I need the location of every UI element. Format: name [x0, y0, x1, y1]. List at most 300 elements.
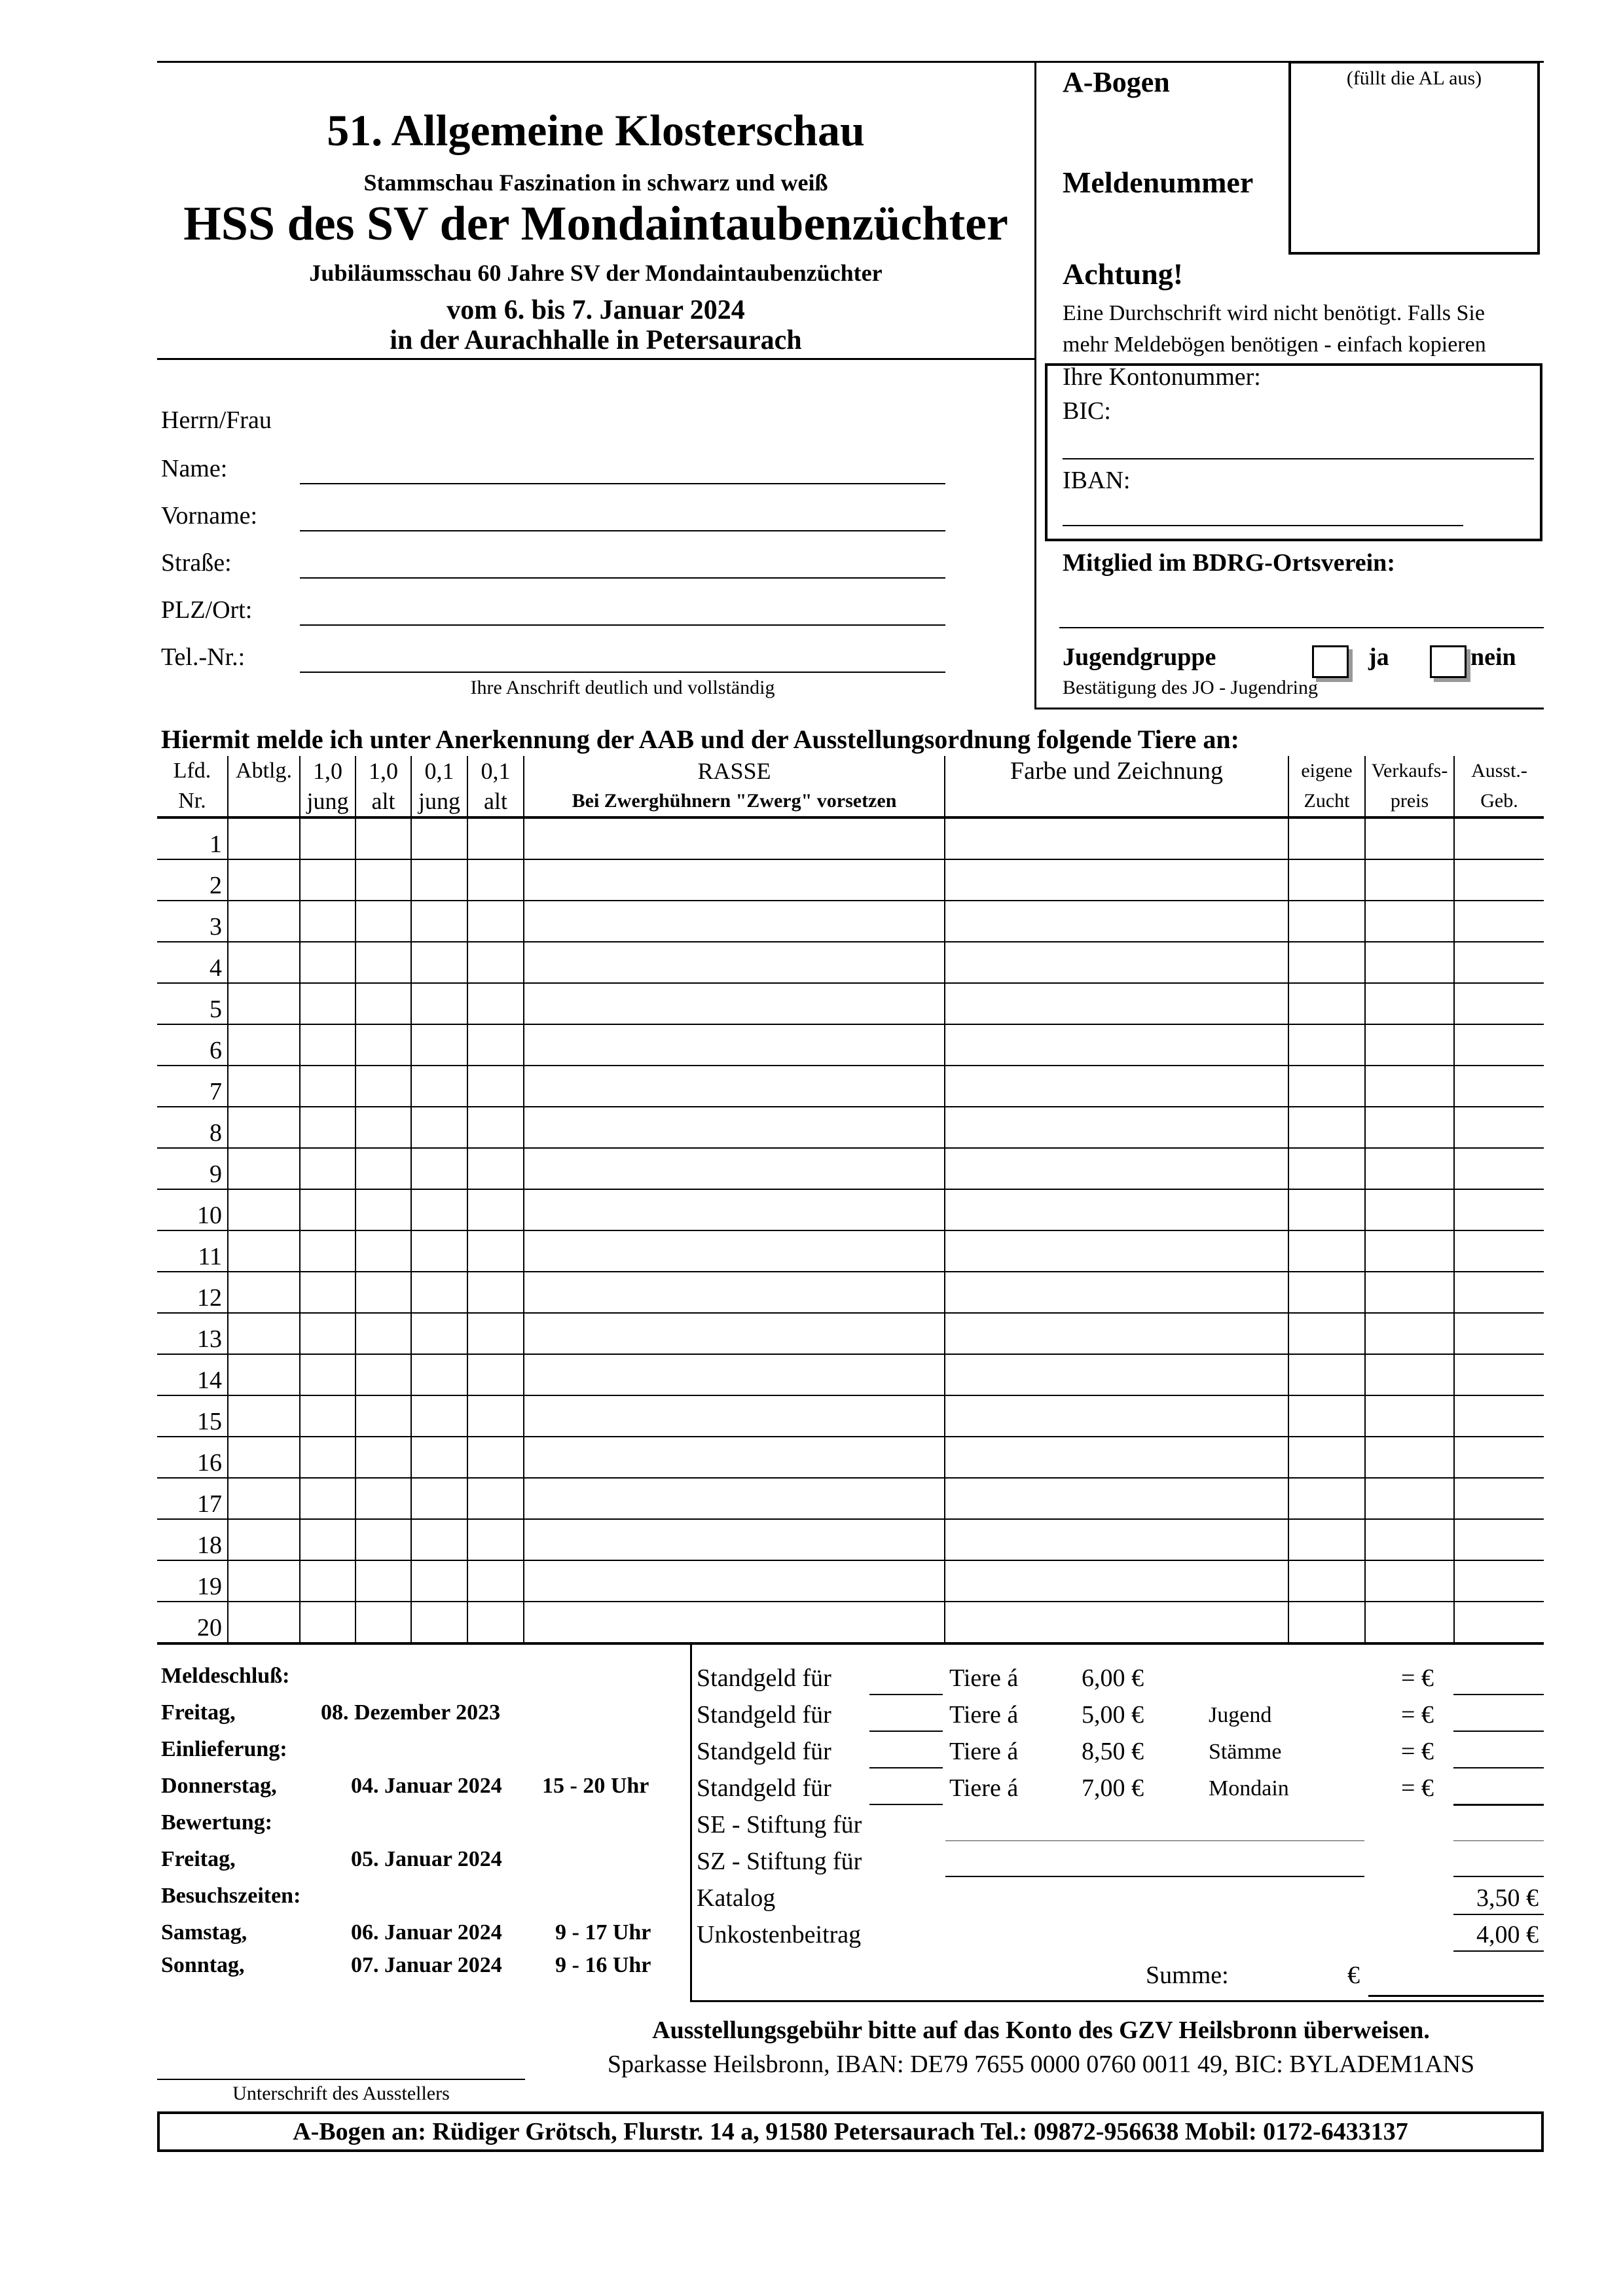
table-cell[interactable]: [1365, 901, 1454, 942]
column-header: [467, 756, 524, 817]
table-cell[interactable]: [356, 1519, 411, 1560]
name-field[interactable]: [300, 483, 945, 484]
table-cell[interactable]: [300, 1024, 356, 1066]
table-cell[interactable]: [356, 1230, 411, 1272]
table-cell[interactable]: [356, 859, 411, 901]
table-cell[interactable]: [411, 1437, 467, 1478]
table-cell[interactable]: [356, 1602, 411, 1643]
table-cell[interactable]: [228, 983, 300, 1024]
table-cell[interactable]: [1288, 1478, 1365, 1519]
sz-stiftung-label: SZ - Stiftung für: [697, 1848, 862, 1875]
se-stiftung-amount[interactable]: [1453, 1840, 1544, 1841]
table-cell[interactable]: [467, 1313, 524, 1354]
table-cell[interactable]: [411, 1189, 467, 1230]
table-cell[interactable]: [411, 859, 467, 901]
table-cell[interactable]: [524, 1066, 945, 1107]
table-cell[interactable]: [945, 1066, 1288, 1107]
table-cell[interactable]: [524, 1602, 945, 1643]
table-cell[interactable]: [1288, 1272, 1365, 1313]
account-label: Ihre Kontonummer:: [1063, 363, 1261, 391]
table-cell[interactable]: [411, 1478, 467, 1519]
table-cell[interactable]: [1288, 1395, 1365, 1437]
table-row: [157, 1354, 1544, 1395]
table-cell[interactable]: [945, 1519, 1288, 1560]
table-cell[interactable]: [411, 1519, 467, 1560]
table-cell[interactable]: [524, 1024, 945, 1066]
table-cell[interactable]: [300, 1395, 356, 1437]
table-cell[interactable]: [356, 901, 411, 942]
table-cell[interactable]: [945, 1437, 1288, 1478]
table-cell[interactable]: [467, 983, 524, 1024]
table-cell[interactable]: [356, 1066, 411, 1107]
se-stiftung-field[interactable]: [945, 1840, 1364, 1841]
table-cell[interactable]: [228, 817, 300, 859]
row-number: 9: [157, 1148, 228, 1189]
table-cell[interactable]: [1454, 1230, 1544, 1272]
summe-field[interactable]: [1368, 1995, 1544, 1997]
table-cell[interactable]: [945, 1602, 1288, 1643]
table-cell[interactable]: [356, 1272, 411, 1313]
table-cell[interactable]: [1454, 942, 1544, 983]
quantity-field[interactable]: [869, 1731, 943, 1732]
table-cell[interactable]: [228, 1024, 300, 1066]
table-row: [157, 817, 1544, 859]
table-cell[interactable]: [1454, 1602, 1544, 1643]
table-cell[interactable]: [1454, 1519, 1544, 1560]
mitglied-field[interactable]: [1059, 627, 1544, 628]
table-cell[interactable]: [524, 1519, 945, 1560]
tiere-label: Tiere á: [949, 1701, 1019, 1729]
table-cell[interactable]: [411, 1395, 467, 1437]
table-cell[interactable]: [411, 942, 467, 983]
table-cell[interactable]: [467, 1148, 524, 1189]
table-cell[interactable]: [524, 859, 945, 901]
table-cell[interactable]: [524, 1313, 945, 1354]
table-cell[interactable]: [300, 859, 356, 901]
table-cell[interactable]: [1288, 1024, 1365, 1066]
column-header: [228, 756, 300, 817]
show-subtitle: Stammschau Faszination in schwarz und weiß: [363, 170, 828, 196]
table-cell[interactable]: [300, 942, 356, 983]
table-cell[interactable]: [945, 1313, 1288, 1354]
table-cell[interactable]: [467, 1107, 524, 1148]
table-cell[interactable]: [1365, 1313, 1454, 1354]
row-number: 10: [157, 1189, 228, 1230]
table-cell[interactable]: [467, 901, 524, 942]
table-cell[interactable]: [467, 1437, 524, 1478]
table-cell[interactable]: [524, 1478, 945, 1519]
table-cell[interactable]: [945, 1107, 1288, 1148]
table-cell[interactable]: [524, 901, 945, 942]
table-cell[interactable]: [467, 1478, 524, 1519]
table-cell[interactable]: [1454, 983, 1544, 1024]
samstag-label: Samstag,: [161, 1920, 247, 1945]
fee-category: Mondain: [1209, 1776, 1289, 1801]
table-cell[interactable]: [1288, 901, 1365, 942]
table-cell[interactable]: [300, 1230, 356, 1272]
table-cell[interactable]: [356, 1560, 411, 1602]
table-cell[interactable]: [300, 1478, 356, 1519]
plz-ort-label: PLZ/Ort:: [161, 596, 253, 624]
table-cell[interactable]: [1454, 1189, 1544, 1230]
table-cell[interactable]: [228, 1313, 300, 1354]
equals-euro: = €: [1401, 1738, 1434, 1765]
table-cell[interactable]: [467, 1272, 524, 1313]
table-cell[interactable]: [411, 1024, 467, 1066]
quantity-field[interactable]: [869, 1804, 943, 1805]
table-cell[interactable]: [1365, 859, 1454, 901]
table-cell[interactable]: [1288, 1437, 1365, 1478]
summe-double-line: [1368, 2000, 1544, 2002]
table-cell[interactable]: [1365, 983, 1454, 1024]
table-cell[interactable]: [356, 1354, 411, 1395]
table-cell[interactable]: [1454, 1354, 1544, 1395]
table-cell[interactable]: [1288, 1230, 1365, 1272]
table-cell[interactable]: [524, 1107, 945, 1148]
table-cell[interactable]: [1454, 1272, 1544, 1313]
table-cell[interactable]: [524, 1560, 945, 1602]
table-row: [157, 1602, 1544, 1643]
table-cell[interactable]: [356, 1024, 411, 1066]
table-cell[interactable]: [945, 901, 1288, 942]
table-cell[interactable]: [411, 1272, 467, 1313]
table-cell[interactable]: [467, 1066, 524, 1107]
table-row: [157, 1560, 1544, 1602]
table-cell[interactable]: [1365, 1519, 1454, 1560]
table-cell[interactable]: [1288, 1602, 1365, 1643]
table-cell[interactable]: [300, 1437, 356, 1478]
amount-field[interactable]: [1453, 1731, 1544, 1732]
meldenummer-box[interactable]: [1288, 61, 1540, 255]
table-cell[interactable]: [1365, 1560, 1454, 1602]
table-cell[interactable]: [228, 1148, 300, 1189]
table-cell[interactable]: [300, 1189, 356, 1230]
freitag1-date: 08. Dezember 2023: [321, 1700, 501, 1725]
amount-field[interactable]: [1453, 1767, 1544, 1768]
table-cell[interactable]: [524, 1395, 945, 1437]
table-cell[interactable]: [228, 1519, 300, 1560]
amount-field[interactable]: [1453, 1804, 1544, 1806]
table-cell[interactable]: [300, 1354, 356, 1395]
table-cell[interactable]: [1365, 1024, 1454, 1066]
table-cell[interactable]: [467, 1230, 524, 1272]
table-cell[interactable]: [1288, 983, 1365, 1024]
ja-label: ja: [1368, 643, 1389, 671]
row-number: 14: [157, 1354, 228, 1395]
row-number: 19: [157, 1560, 228, 1602]
table-cell[interactable]: [356, 1107, 411, 1148]
table-cell[interactable]: [1454, 817, 1544, 859]
table-header-row: [157, 756, 1544, 817]
table-cell[interactable]: [228, 901, 300, 942]
column-header-line2: Bei Zwerghühnern "Zwerg" vorsetzen: [572, 790, 897, 812]
table-cell[interactable]: [228, 1395, 300, 1437]
table-cell[interactable]: [300, 1560, 356, 1602]
table-cell[interactable]: [411, 1066, 467, 1107]
table-cell[interactable]: [945, 1560, 1288, 1602]
bic-label: BIC:: [1063, 397, 1111, 425]
equals-euro: = €: [1401, 1774, 1434, 1802]
table-cell[interactable]: [1365, 817, 1454, 859]
table-cell[interactable]: [467, 1560, 524, 1602]
samstag-time: 9 - 17 Uhr: [555, 1920, 651, 1945]
quantity-field[interactable]: [869, 1694, 943, 1695]
table-cell[interactable]: [356, 1395, 411, 1437]
table-cell[interactable]: [1454, 1148, 1544, 1189]
katalog-price: 3,50 €: [1476, 1884, 1539, 1912]
table-cell[interactable]: [300, 1519, 356, 1560]
table-cell[interactable]: [356, 1437, 411, 1478]
iban-field[interactable]: [1063, 525, 1463, 526]
table-cell[interactable]: [1454, 859, 1544, 901]
sz-stiftung-amount[interactable]: [1453, 1876, 1544, 1877]
table-row: [157, 1230, 1544, 1272]
table-cell[interactable]: [1288, 1066, 1365, 1107]
table-cell[interactable]: [300, 1107, 356, 1148]
table-cell[interactable]: [1454, 1066, 1544, 1107]
table-cell[interactable]: [356, 983, 411, 1024]
table-cell[interactable]: [356, 1189, 411, 1230]
table-cell[interactable]: [300, 1272, 356, 1313]
table-cell[interactable]: [228, 1354, 300, 1395]
table-cell[interactable]: [300, 1313, 356, 1354]
nein-label: nein: [1470, 643, 1516, 671]
achtung-text-2: mehr Meldebögen benötigen - einfach kopieren: [1063, 332, 1486, 357]
table-cell[interactable]: [467, 859, 524, 901]
row-number: 18: [157, 1519, 228, 1560]
table-cell[interactable]: [228, 1272, 300, 1313]
signature-field[interactable]: [157, 2079, 525, 2080]
mitglied-label: Mitglied im BDRG-Ortsverein:: [1063, 549, 1395, 577]
table-cell[interactable]: [1288, 1107, 1365, 1148]
samstag-date: 06. Januar 2024: [351, 1920, 502, 1945]
table-cell[interactable]: [945, 859, 1288, 901]
header-bottom-border: [157, 358, 1034, 360]
table-cell[interactable]: [945, 1024, 1288, 1066]
table-cell[interactable]: [945, 1354, 1288, 1395]
herr-frau-label: Herrn/Frau: [161, 406, 272, 434]
column-header-line2: alt: [484, 788, 507, 814]
row-number: 3: [157, 901, 228, 942]
table-cell[interactable]: [945, 1395, 1288, 1437]
plz-ort-field[interactable]: [300, 624, 945, 626]
table-cell[interactable]: [1365, 1602, 1454, 1643]
table-cell[interactable]: [228, 1230, 300, 1272]
table-cell[interactable]: [524, 942, 945, 983]
table-cell[interactable]: [1454, 1560, 1544, 1602]
table-cell[interactable]: [1365, 1478, 1454, 1519]
table-cell[interactable]: [467, 1354, 524, 1395]
table-cell[interactable]: [228, 1189, 300, 1230]
fee-category: Jugend: [1209, 1703, 1272, 1727]
table-cell[interactable]: [228, 1437, 300, 1478]
table-cell[interactable]: [467, 1395, 524, 1437]
standgeld-label: Standgeld für: [697, 1774, 831, 1802]
price-per-animal: 7,00 €: [1082, 1774, 1144, 1802]
jugendgruppe-label: Jugendgruppe: [1063, 643, 1216, 671]
table-cell[interactable]: [1365, 1230, 1454, 1272]
table-cell[interactable]: [945, 942, 1288, 983]
table-row: [157, 1189, 1544, 1230]
table-body: [157, 817, 1544, 1643]
table-cell[interactable]: [1454, 1395, 1544, 1437]
row-number: 7: [157, 1066, 228, 1107]
table-cell[interactable]: [228, 859, 300, 901]
table-cell[interactable]: [1365, 942, 1454, 983]
table-cell[interactable]: [1288, 1313, 1365, 1354]
table-cell[interactable]: [1288, 1189, 1365, 1230]
table-cell[interactable]: [228, 1478, 300, 1519]
table-cell[interactable]: [300, 1066, 356, 1107]
table-cell[interactable]: [467, 1024, 524, 1066]
row-number: 1: [157, 817, 228, 859]
table-cell[interactable]: [1288, 1519, 1365, 1560]
table-cell[interactable]: [1365, 1066, 1454, 1107]
main-title: HSS des SV der Mondaintaubenzüchter: [183, 197, 1008, 251]
column-header-line1: 0,1: [481, 758, 511, 784]
table-cell[interactable]: [228, 1602, 300, 1643]
table-cell[interactable]: [1288, 1148, 1365, 1189]
table-cell[interactable]: [1454, 1313, 1544, 1354]
tel-field[interactable]: [300, 672, 945, 673]
table-cell[interactable]: [356, 817, 411, 859]
table-cell[interactable]: [945, 1189, 1288, 1230]
table-cell[interactable]: [1288, 1354, 1365, 1395]
amount-field[interactable]: [1453, 1694, 1544, 1695]
table-cell[interactable]: [524, 1354, 945, 1395]
column-header: [1365, 756, 1454, 817]
freitag1-label: Freitag,: [161, 1700, 236, 1725]
table-cell[interactable]: [411, 1354, 467, 1395]
table-cell[interactable]: [411, 1230, 467, 1272]
table-cell[interactable]: [300, 901, 356, 942]
table-cell[interactable]: [1454, 1107, 1544, 1148]
bewertung-label: Bewertung:: [161, 1810, 272, 1835]
row-number: 17: [157, 1478, 228, 1519]
table-cell[interactable]: [300, 817, 356, 859]
column-header: [411, 756, 467, 817]
achtung-text-1: Eine Durchschrift wird nicht benötigt. Falls Sie: [1063, 301, 1485, 325]
column-header: [157, 756, 228, 817]
table-cell[interactable]: [411, 817, 467, 859]
tel-label: Tel.-Nr.:: [161, 643, 246, 671]
table-cell[interactable]: [356, 1148, 411, 1189]
table-cell[interactable]: [1454, 1478, 1544, 1519]
table-cell[interactable]: [524, 817, 945, 859]
table-cell[interactable]: [524, 1272, 945, 1313]
table-cell[interactable]: [467, 817, 524, 859]
table-cell[interactable]: [1288, 942, 1365, 983]
table-cell[interactable]: [1288, 859, 1365, 901]
table-cell[interactable]: [467, 1189, 524, 1230]
column-header-line2: preis: [1390, 790, 1429, 812]
table-row: [157, 942, 1544, 983]
table-cell[interactable]: [945, 983, 1288, 1024]
table-cell[interactable]: [300, 1602, 356, 1643]
table-cell[interactable]: [1365, 1189, 1454, 1230]
table-cell[interactable]: [1365, 1354, 1454, 1395]
table-cell[interactable]: [524, 983, 945, 1024]
ja-checkbox[interactable]: [1312, 645, 1349, 678]
table-cell[interactable]: [1365, 1107, 1454, 1148]
table-cell[interactable]: [1288, 1560, 1365, 1602]
table-cell[interactable]: [411, 983, 467, 1024]
bic-field[interactable]: [1063, 458, 1534, 459]
jubilee-subtitle: Jubiläumsschau 60 Jahre SV der Mondaintaubenzüchter: [309, 260, 883, 286]
table-cell[interactable]: [467, 1519, 524, 1560]
table-cell[interactable]: [356, 1478, 411, 1519]
table-row: [157, 1519, 1544, 1560]
table-cell[interactable]: [411, 1560, 467, 1602]
table-cell[interactable]: [524, 1437, 945, 1478]
table-cell[interactable]: [356, 1313, 411, 1354]
table-cell[interactable]: [1365, 1148, 1454, 1189]
equals-euro: = €: [1401, 1701, 1434, 1729]
table-cell[interactable]: [524, 1189, 945, 1230]
table-cell[interactable]: [300, 983, 356, 1024]
table-cell[interactable]: [228, 1066, 300, 1107]
table-cell[interactable]: [1454, 1024, 1544, 1066]
abogen-address: A-Bogen an: Rüdiger Grötsch, Flurstr. 14 a, 91580 Petersaurach Tel.: 09872-956638 Mobil: 0172-6433137: [293, 2118, 1408, 2145]
table-cell[interactable]: [411, 1107, 467, 1148]
vorname-field[interactable]: [300, 530, 945, 531]
table-cell[interactable]: [1365, 1395, 1454, 1437]
table-cell[interactable]: [945, 1478, 1288, 1519]
column-header-line2: Zucht: [1304, 790, 1350, 812]
table-cell[interactable]: [356, 942, 411, 983]
table-cell[interactable]: [228, 1560, 300, 1602]
table-cell[interactable]: [300, 1148, 356, 1189]
table-cell[interactable]: [945, 1230, 1288, 1272]
address-note: Ihre Anschrift deutlich und vollständig: [470, 677, 775, 698]
table-cell[interactable]: [411, 1602, 467, 1643]
table-cell[interactable]: [945, 1148, 1288, 1189]
table-cell[interactable]: [411, 1313, 467, 1354]
quantity-field[interactable]: [869, 1767, 943, 1768]
header-divider: [1034, 61, 1036, 709]
table-cell[interactable]: [524, 1230, 945, 1272]
row-number: 2: [157, 859, 228, 901]
tiere-label: Tiere á: [949, 1664, 1019, 1692]
table-cell[interactable]: [1288, 817, 1365, 859]
table-row: [157, 901, 1544, 942]
column-header-line1: Verkaufs-: [1371, 760, 1448, 781]
table-cell[interactable]: [1365, 1272, 1454, 1313]
nein-checkbox[interactable]: [1430, 645, 1467, 678]
column-header-line2: Nr.: [178, 789, 206, 813]
strasse-field[interactable]: [300, 577, 945, 579]
table-cell[interactable]: [228, 942, 300, 983]
table-cell[interactable]: [1454, 901, 1544, 942]
table-row: [157, 983, 1544, 1024]
column-header-line2: alt: [371, 788, 395, 814]
table-cell[interactable]: [467, 942, 524, 983]
table-cell[interactable]: [1454, 1437, 1544, 1478]
column-header-line2: jung: [306, 788, 349, 814]
table-cell[interactable]: [524, 1148, 945, 1189]
table-cell[interactable]: [411, 1148, 467, 1189]
table-cell[interactable]: [945, 817, 1288, 859]
summe-label: Summe:: [1146, 1962, 1229, 1989]
table-cell[interactable]: [228, 1107, 300, 1148]
table-cell[interactable]: [411, 901, 467, 942]
table-cell[interactable]: [1365, 1437, 1454, 1478]
unkosten-price: 4,00 €: [1476, 1921, 1539, 1948]
table-cell[interactable]: [945, 1272, 1288, 1313]
row-number: 4: [157, 942, 228, 983]
table-cell[interactable]: [467, 1602, 524, 1643]
sz-stiftung-field[interactable]: [945, 1876, 1364, 1877]
